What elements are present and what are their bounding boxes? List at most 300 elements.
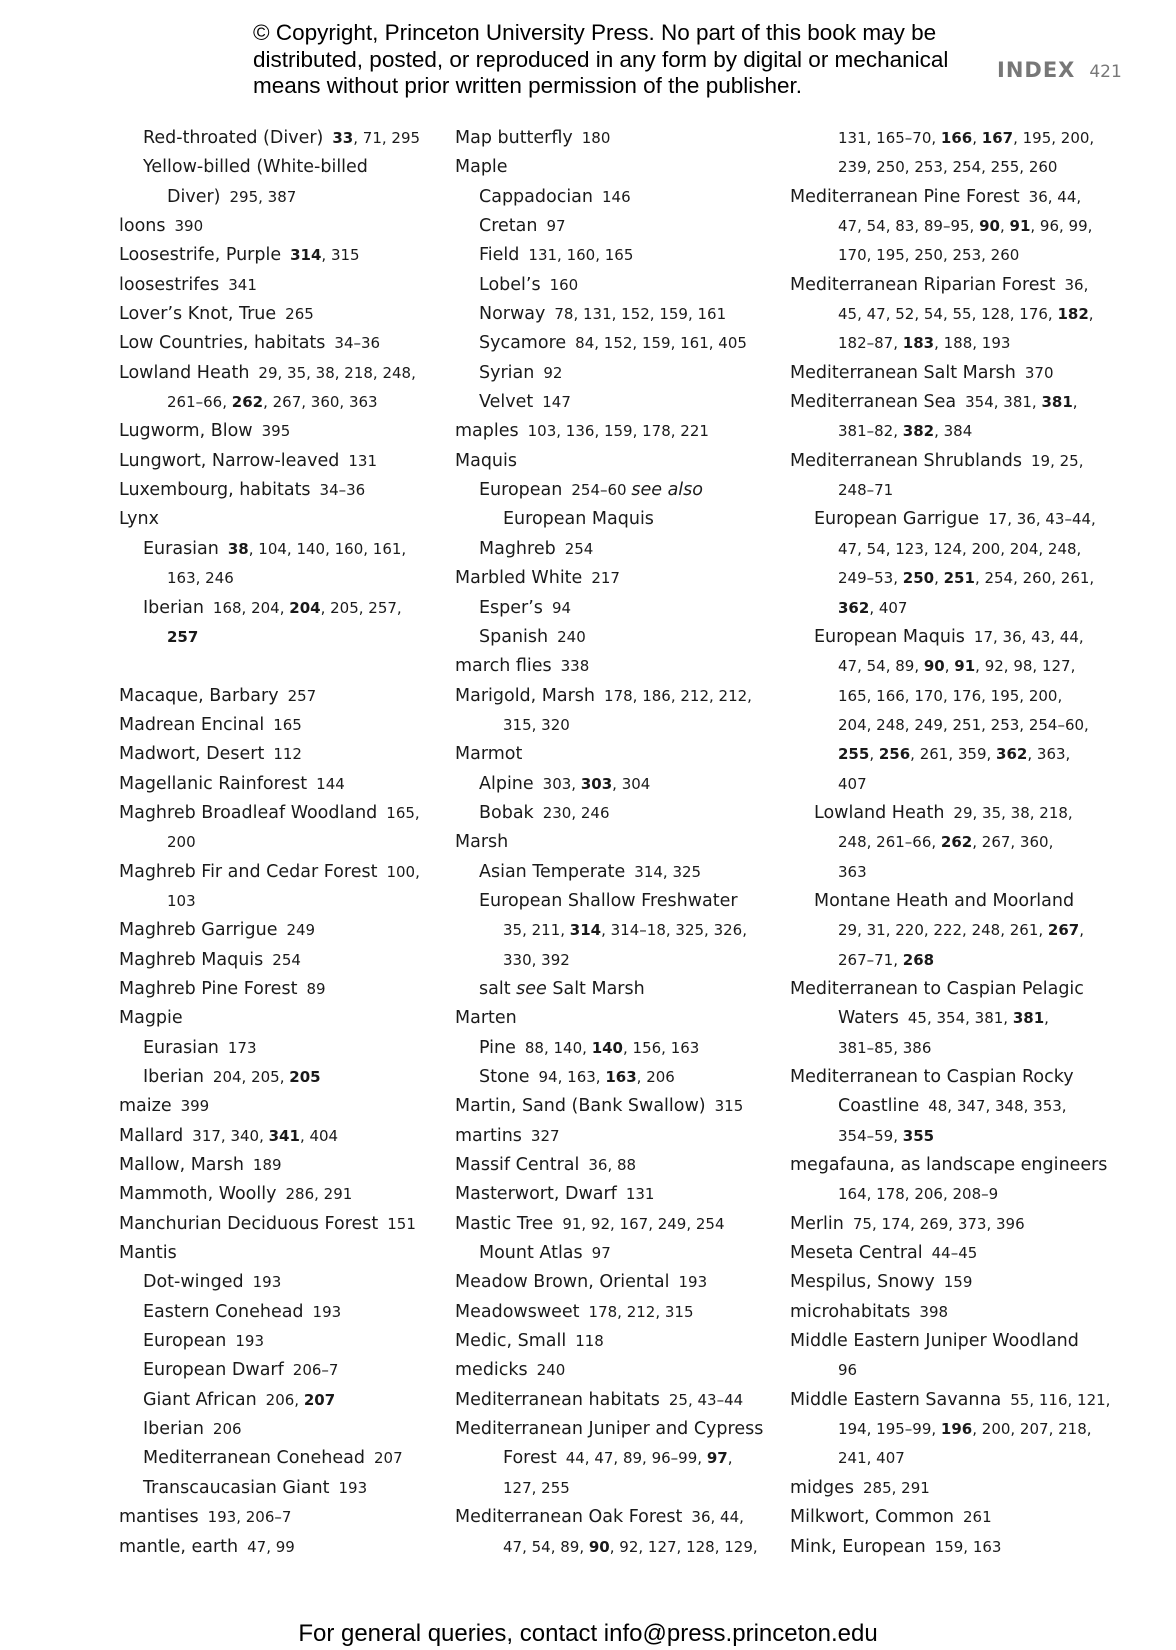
index-entry: [119, 183, 420, 212]
entry-pages: ,: [1072, 393, 1078, 412]
entry-pages: , 205, 257,: [320, 598, 402, 617]
entry-pages: 341: [228, 275, 257, 294]
entry-pages: 94, 163,: [538, 1068, 606, 1086]
entry-pages: , 96, 99,: [1030, 217, 1093, 236]
entry-pages: 295, 387: [229, 187, 297, 206]
entry-term: medicks: [455, 1360, 528, 1381]
entry-pages: 182–87,: [838, 334, 903, 353]
entry-pages: 90: [588, 1537, 610, 1556]
entry-pages: 36, 44,: [691, 1508, 744, 1527]
entry-term: European Maquis: [503, 509, 654, 530]
entry-pages: 165, 166, 170, 176, 195, 200,: [838, 686, 1063, 705]
index-entry: [790, 799, 1110, 828]
entry-pages: 355: [902, 1126, 935, 1145]
entry-term: Middle Eastern Juniper Woodland: [790, 1331, 1079, 1352]
entry-pages: 250: [902, 569, 935, 588]
entry-term: megafauna, as landscape engineers: [790, 1155, 1108, 1176]
entry-pages: 193: [312, 1302, 342, 1321]
entry-pages: 146: [602, 187, 631, 206]
entry-pages: 47, 99: [247, 1537, 295, 1556]
index-entry: [119, 682, 420, 711]
index-entry: [119, 1151, 420, 1180]
entry-pages: ,: [727, 1449, 733, 1468]
entry-term: maize: [119, 1096, 172, 1117]
index-entry: [790, 1034, 1110, 1063]
entry-term: Waters: [838, 1008, 899, 1029]
index-entry: [119, 388, 420, 417]
entry-term: Mallow, Marsh: [119, 1155, 244, 1176]
page-number: 421: [1089, 62, 1122, 82]
entry-pages: 165: [273, 715, 302, 734]
entry-term: Mediterranean Juniper and Cypress: [455, 1419, 764, 1440]
entry-pages: 103: [167, 891, 196, 910]
entry-term: Milkwort, Common: [790, 1507, 954, 1528]
entry-term: Alpine: [479, 773, 534, 794]
entry-pages: 382: [902, 422, 935, 441]
entry-term: Field: [479, 245, 520, 266]
entry-pages: 163, 246: [167, 569, 234, 588]
entry-pages: 399: [180, 1097, 210, 1116]
index-entry: [119, 652, 420, 681]
entry-pages: 257: [287, 686, 317, 705]
entry-pages: 200: [167, 833, 196, 852]
entry-term: Martin, Sand (Bank Swallow): [455, 1096, 706, 1117]
entry-term: Yellow-billed (White-billed: [143, 157, 368, 178]
index-entry: [790, 1063, 1110, 1092]
entry-pages: 48, 347, 348, 353,: [928, 1097, 1067, 1116]
index-entry: [455, 652, 763, 681]
entry-pages: 194, 195–99,: [838, 1420, 941, 1439]
entry-term: Manchurian Deciduous Forest: [119, 1213, 379, 1234]
index-entry: [455, 682, 763, 711]
entry-term: Maghreb Maquis: [119, 949, 264, 970]
entry-term: Cappadocian: [479, 186, 593, 207]
entry-pages: , 261, 359,: [910, 745, 997, 764]
section-title: INDEX: [997, 58, 1076, 82]
entry-term: Mediterranean Shrublands: [790, 450, 1023, 471]
entry-term: European Shallow Freshwater: [479, 890, 738, 911]
entry-pages: 256: [878, 745, 911, 764]
index-entry: [455, 447, 763, 476]
index-entry: [455, 1386, 763, 1415]
index-entry: [455, 799, 763, 828]
entry-pages: 248–71: [838, 481, 894, 500]
entry-pages: 363: [838, 862, 867, 881]
index-entry: [790, 212, 1110, 241]
entry-pages: 118: [575, 1332, 604, 1351]
entry-pages: 315: [714, 1097, 744, 1116]
entry-term: Mount Atlas: [479, 1243, 583, 1264]
index-entry: [790, 887, 1110, 916]
entry-term: Meadowsweet: [455, 1301, 580, 1322]
entry-pages: , 267, 360, 363: [263, 393, 378, 412]
entry-term: European: [479, 480, 563, 501]
index-entry: [119, 417, 420, 446]
entry-pages: , 407: [869, 598, 908, 617]
entry-pages: 36,: [1064, 275, 1089, 294]
index-entry: [119, 1356, 420, 1385]
index-entry: [119, 505, 420, 534]
entry-pages: 45, 354, 381,: [907, 1009, 1013, 1028]
entry-term: Lowland Heath: [814, 802, 945, 823]
entry-pages: 204, 248, 249, 251, 253, 254–60,: [838, 715, 1089, 734]
index-entry: [119, 975, 420, 1004]
entry-term: Magpie: [119, 1008, 183, 1029]
index-entry: [455, 1034, 763, 1063]
entry-term: Medic, Small: [455, 1331, 567, 1352]
index-entry: [119, 212, 420, 241]
entry-pages: 314, 325: [634, 862, 702, 881]
index-entry: [455, 183, 763, 212]
entry-term: Mediterranean Conehead: [143, 1448, 365, 1469]
entry-pages: 178, 186, 212, 212,: [604, 686, 752, 705]
entry-term: Pine: [479, 1037, 516, 1058]
entry-pages: 265: [285, 305, 314, 324]
entry-term: Iberian: [143, 597, 204, 618]
index-entry: [455, 124, 763, 153]
entry-pages: 25, 43–44: [668, 1390, 744, 1409]
entry-pages: 241, 407: [838, 1449, 905, 1468]
entry-pages: , 254, 260, 261,: [974, 569, 1095, 588]
entry-pages: , 92, 127, 128, 129,: [609, 1537, 758, 1556]
index-entry: [455, 535, 763, 564]
index-entry: [455, 212, 763, 241]
index-entry: [455, 975, 763, 1004]
entry-pages: 193: [678, 1273, 708, 1292]
index-entry: [119, 359, 420, 388]
entry-pages: 370: [1024, 363, 1054, 382]
entry-pages: 303,: [542, 774, 581, 793]
index-entry: [119, 476, 420, 505]
entry-pages: 103, 136, 159, 178, 221: [527, 422, 709, 441]
entry-pages: 193: [338, 1478, 368, 1497]
index-entry: [119, 1444, 420, 1473]
entry-term: Mediterranean habitats: [455, 1389, 660, 1410]
index-entry: [119, 1386, 420, 1415]
entry-pages: ,: [1088, 305, 1094, 324]
entry-pages: 354–59,: [838, 1126, 903, 1145]
entry-pages: 168, 204,: [212, 598, 290, 617]
entry-pages: 92: [543, 363, 563, 382]
entry-pages: 317, 340,: [192, 1126, 269, 1145]
entry-pages: 249–53,: [838, 569, 903, 588]
entry-pages: 255: [838, 745, 870, 764]
entry-pages: 196: [940, 1420, 973, 1439]
index-entry: [790, 770, 1110, 799]
entry-pages: 29, 35, 38, 218, 248,: [258, 363, 416, 382]
entry-term: Merlin: [790, 1213, 844, 1234]
entry-pages: 327: [530, 1126, 560, 1145]
entry-term: Diver): [167, 186, 221, 207]
entry-pages: 239, 250, 253, 254, 255, 260: [838, 158, 1058, 177]
entry-pages: 381: [1041, 393, 1073, 412]
entry-pages: 144: [316, 774, 345, 793]
index-entry: [455, 1327, 763, 1356]
entry-pages: 91: [1009, 217, 1031, 236]
entry-pages: 78, 131, 152, 159, 161: [554, 305, 727, 324]
entry-term: Maghreb Broadleaf Woodland: [119, 802, 378, 823]
entry-term: Coastline: [838, 1096, 920, 1117]
index-entry: [790, 153, 1110, 182]
entry-pages: 330, 392: [503, 950, 570, 969]
entry-pages: 165,: [386, 803, 420, 822]
entry-pages: 35, 211,: [503, 921, 570, 940]
entry-pages: 240: [536, 1361, 566, 1380]
entry-term: European Maquis: [814, 626, 965, 647]
entry-pages: 160: [549, 275, 579, 294]
index-entry: [455, 1122, 763, 1151]
entry-pages: 381–85, 386: [838, 1038, 932, 1057]
index-entry: [119, 594, 420, 623]
index-entry: [119, 271, 420, 300]
entry-pages: 193: [252, 1273, 282, 1292]
index-entry: [790, 1298, 1110, 1327]
entry-pages: 182: [1057, 305, 1089, 324]
index-column-3: [790, 124, 1110, 1562]
index-entry: [790, 329, 1110, 358]
entry-pages: 314: [569, 921, 602, 940]
entry-pages: 338: [560, 657, 590, 676]
index-entry: [119, 300, 420, 329]
entry-pages: 183: [902, 334, 935, 353]
index-entry: [455, 1298, 763, 1327]
index-entry: [455, 1004, 763, 1033]
entry-term: Madwort, Desert: [119, 744, 265, 765]
entry-pages: 131, 160, 165: [528, 246, 634, 265]
index-entry: [455, 1092, 763, 1121]
entry-term: Norway: [479, 304, 546, 325]
entry-term: Iberian: [143, 1419, 204, 1440]
index-entry: [790, 300, 1110, 329]
index-entry: [455, 153, 763, 182]
entry-pages: 167: [981, 129, 1014, 147]
entry-term: Lugworm, Blow: [119, 421, 253, 442]
index-entry: [119, 329, 420, 358]
index-entry: [790, 564, 1110, 593]
entry-term: march flies: [455, 656, 552, 677]
entry-pages: 112: [273, 745, 302, 764]
index-entry: [455, 329, 763, 358]
entry-term: Mantis: [119, 1243, 177, 1264]
entry-pages: 164, 178, 206, 208–9: [838, 1185, 999, 1204]
entry-pages: 47, 54, 123, 124, 200, 204, 248,: [838, 539, 1082, 558]
entry-term: Velvet: [479, 392, 534, 413]
index-entry: [119, 153, 420, 182]
index-entry: [455, 1180, 763, 1209]
entry-term: microhabitats: [790, 1301, 911, 1322]
entry-pages: , 188, 193: [934, 334, 1011, 353]
entry-pages: 204, 205,: [212, 1068, 290, 1086]
entry-pages: 217: [591, 569, 620, 588]
entry-term: Marmot: [455, 744, 523, 765]
entry-pages: , 304: [612, 774, 651, 793]
entry-pages: 189: [252, 1156, 282, 1175]
entry-pages: 84, 152, 159, 161, 405: [575, 334, 747, 353]
index-entry: [119, 1533, 420, 1562]
index-entry: [119, 535, 420, 564]
index-entry: [119, 1063, 420, 1092]
entry-term: Syrian: [479, 362, 535, 383]
entry-pages: ,: [1044, 1009, 1049, 1028]
entry-term: Massif Central: [455, 1155, 580, 1176]
index-entry: [455, 887, 763, 916]
entry-pages: 36, 88: [588, 1156, 637, 1175]
entry-pages: 75, 174, 269, 373, 396: [852, 1214, 1025, 1233]
entry-term: Lobel’s: [479, 274, 541, 295]
index-entry: [455, 623, 763, 652]
index-entry: [790, 124, 1110, 153]
entry-pages: , 71, 295: [353, 129, 421, 147]
entry-term: Eurasian: [143, 538, 219, 559]
entry-pages: 180: [581, 129, 611, 147]
index-entry: [790, 1180, 1110, 1209]
entry-pages: 354, 381,: [965, 393, 1042, 412]
index-entry: [455, 740, 763, 769]
entry-term: Middle Eastern Savanna: [790, 1389, 1002, 1410]
entry-pages: 193, 206–7: [207, 1508, 292, 1527]
index-entry: [119, 1327, 420, 1356]
entry-term: Meadow Brown, Oriental: [455, 1272, 670, 1293]
entry-pages: 166: [940, 129, 973, 147]
index-entry: [455, 1151, 763, 1180]
index-entry: [790, 1268, 1110, 1297]
entry-pages: 170, 195, 250, 253, 260: [838, 246, 1020, 265]
index-entry: [790, 1151, 1110, 1180]
index-entry: [790, 271, 1110, 300]
index-entry: [455, 946, 763, 975]
index-entry: [455, 858, 763, 887]
index-entry: [455, 1415, 763, 1444]
entry-term: Montane Heath and Moorland: [814, 890, 1075, 911]
index-entry: [455, 1268, 763, 1297]
entry-term: Sycamore: [479, 333, 567, 354]
entry-term: Esper’s: [479, 597, 543, 618]
index-entry: [790, 1122, 1110, 1151]
entry-cross-reference: see also: [631, 480, 703, 501]
entry-pages: 91: [954, 657, 976, 676]
entry-term: Meseta Central: [790, 1243, 923, 1264]
running-head: [997, 58, 1122, 82]
entry-pages: 29, 35, 38, 218,: [953, 803, 1073, 822]
index-entry: [455, 1210, 763, 1239]
entry-pages: 268: [902, 950, 935, 969]
index-entry: [119, 1239, 420, 1268]
entry-pages: 362: [838, 598, 870, 617]
entry-term: Maghreb Garrigue: [119, 920, 278, 941]
entry-pages: 206: [212, 1420, 242, 1439]
entry-pages: 44–45: [931, 1244, 978, 1263]
entry-pages: 254: [564, 539, 594, 558]
entry-term: loons: [119, 216, 166, 237]
index-entry: [455, 770, 763, 799]
index-entry: [790, 1239, 1110, 1268]
index-entry: [455, 1474, 763, 1503]
entry-pages: , 404: [299, 1126, 339, 1145]
entry-pages: ,: [1079, 921, 1085, 940]
index-entry: [119, 916, 420, 945]
entry-pages: 207: [303, 1390, 336, 1409]
entry-pages: 248, 261–66,: [838, 833, 941, 852]
entry-term: Lynx: [119, 509, 159, 530]
index-entry: [455, 505, 763, 534]
index-entry: [790, 652, 1110, 681]
entry-term: mantle, earth: [119, 1536, 239, 1557]
entry-term: Spanish: [479, 626, 549, 647]
entry-pages: 303: [580, 774, 613, 793]
entry-pages: 390: [174, 217, 204, 236]
index-entry: [790, 1004, 1110, 1033]
entry-pages: 173: [227, 1038, 257, 1057]
entry-pages: ,: [999, 217, 1010, 236]
entry-pages: 254: [272, 950, 301, 969]
entry-pages: 261–66,: [167, 393, 232, 412]
index-entry: [455, 1063, 763, 1092]
entry-term: Mespilus, Snowy: [790, 1272, 935, 1293]
entry-term: European Dwarf: [143, 1360, 284, 1381]
entry-pages: 240: [557, 627, 586, 646]
index-entry: [119, 1268, 420, 1297]
entry-pages: , 200, 207, 218,: [972, 1420, 1092, 1439]
index-entry: [790, 946, 1110, 975]
index-entry: [119, 124, 420, 153]
index-column-1: [119, 124, 420, 1562]
entry-pages: 29, 31, 220, 222, 248, 261,: [838, 921, 1048, 940]
index-entry: [119, 740, 420, 769]
index-entry: [790, 535, 1110, 564]
index-entry: [790, 594, 1110, 623]
entry-pages: 90: [979, 217, 1000, 236]
entry-pages: 207: [373, 1449, 403, 1468]
entry-pages: 159, 163: [934, 1537, 1002, 1556]
entry-cross-reference: see: [516, 978, 547, 999]
entry-term: Marsh: [455, 832, 509, 853]
entry-term: Map butterfly: [455, 128, 573, 148]
index-entry: [455, 476, 763, 505]
index-entry: [119, 887, 420, 916]
entry-term: Mediterranean Oak Forest: [455, 1507, 683, 1528]
entry-pages: 262: [940, 833, 973, 852]
entry-term: Mediterranean to Caspian Rocky: [790, 1067, 1074, 1087]
index-entry: [119, 1004, 420, 1033]
index-entry: [790, 476, 1110, 505]
copyright-line: distributed, posted, or reproduced in any form by digital or mechanical: [253, 46, 949, 72]
index-entry: [119, 770, 420, 799]
entry-pages: 341: [268, 1126, 300, 1145]
entry-pages: 96: [838, 1361, 858, 1380]
entry-pages: 249: [286, 921, 316, 940]
index-entry: [455, 1444, 763, 1473]
index-entry: [790, 740, 1110, 769]
entry-pages: 261: [962, 1508, 992, 1527]
entry-term: Giant African: [143, 1389, 257, 1410]
entry-pages: 395: [261, 422, 291, 441]
entry-pages: 262: [231, 393, 264, 412]
entry-term: Masterwort, Dwarf: [455, 1184, 617, 1205]
entry-term: Mediterranean to Caspian Pelagic: [790, 978, 1084, 999]
index-entry: [119, 1210, 420, 1239]
index-entry: [455, 1533, 763, 1562]
copyright-line: © Copyright, Princeton University Press. No part of this book may be: [253, 20, 937, 45]
entry-term: Cretan: [479, 216, 538, 237]
entry-pages: , 104, 140, 160, 161,: [248, 539, 407, 558]
entry-pages: 90: [923, 657, 945, 676]
index-entry: [790, 447, 1110, 476]
entry-pages: 36, 44,: [1028, 187, 1082, 206]
entry-pages: 17, 36, 43–44,: [988, 510, 1096, 529]
entry-pages: 19, 25,: [1031, 451, 1084, 470]
index-entry: [455, 388, 763, 417]
entry-term: Mastic Tree: [455, 1213, 554, 1234]
